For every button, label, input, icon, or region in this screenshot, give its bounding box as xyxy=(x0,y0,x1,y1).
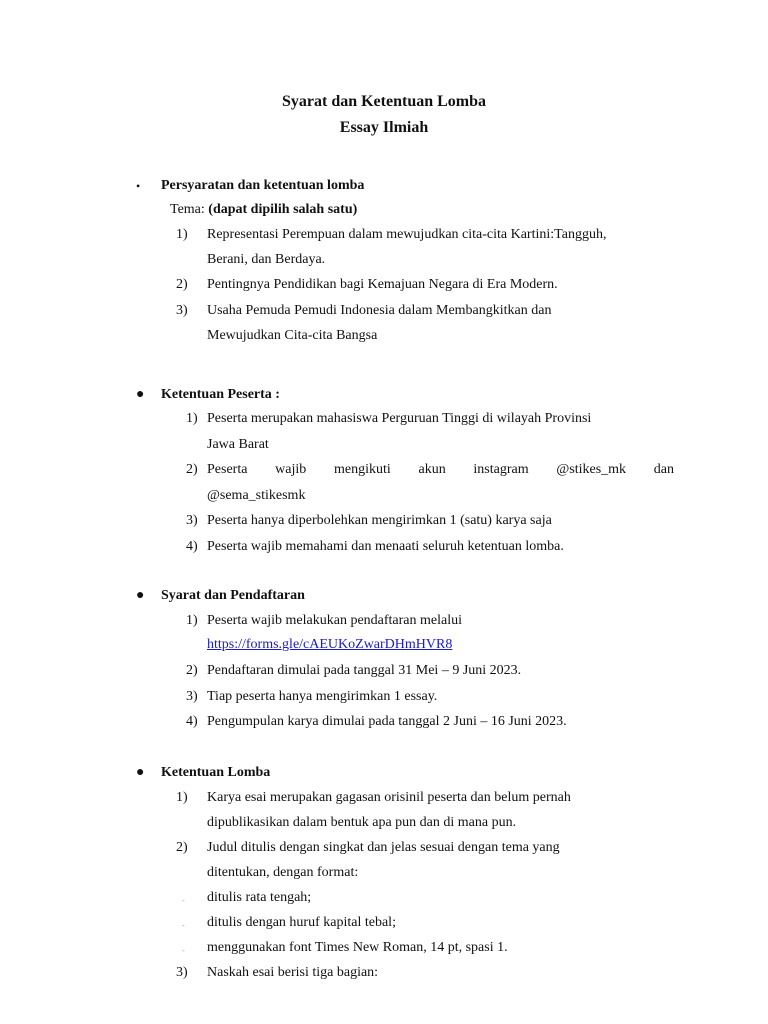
list-item-text: Berani, dan Berdaya. xyxy=(207,252,326,267)
bullet-icon: ● xyxy=(136,588,145,603)
list-item-text: Pengumpulan karya dimulai pada tanggal 2 Juni – 16 Juni 2023. xyxy=(207,714,567,729)
word: akun xyxy=(418,462,446,477)
bullet-icon: • xyxy=(136,179,141,193)
list-item-text: Usaha Pemuda Pemudi Indonesia dalam Membangkitkan dan xyxy=(207,303,552,318)
sub-item-text: ditulis dengan huruf kapital tebal; xyxy=(207,915,396,930)
list-number: 1) xyxy=(176,790,188,805)
document-subtitle: Essay Ilmiah xyxy=(339,119,429,136)
list-item-text: Pentingnya Pendidikan bagi Kemajuan Negara di Era Modern. xyxy=(207,277,558,292)
list-item-text: Peserta merupakan mahasiswa Perguruan Tinggi di wilayah Provinsi xyxy=(207,411,592,426)
tema-note: (dapat dipilih salah satu) xyxy=(208,202,358,217)
tema-line xyxy=(170,201,357,219)
section-heading: Ketentuan Peserta : xyxy=(161,387,280,402)
list-item-text: Jawa Barat xyxy=(207,437,269,452)
list-item-text: Tiap peserta hanya mengirimkan 1 essay. xyxy=(207,689,438,704)
list-item-text: Peserta hanya diperbolehkan mengirimkan 1 (satu) karya saja xyxy=(207,513,552,528)
word: dan xyxy=(653,462,674,477)
list-item-text: Karya esai merupakan gagasan orisinil peserta dan belum pernah xyxy=(207,790,571,805)
sub-item-marker: - xyxy=(182,921,185,930)
list-item-text: Peserta wajib melakukan pendaftaran melalui xyxy=(207,613,463,628)
list-number: 3) xyxy=(186,513,198,528)
sub-item-text: menggunakan font Times New Roman, 14 pt, spasi 1. xyxy=(207,940,508,955)
list-number: 2) xyxy=(176,277,188,292)
list-number: 2) xyxy=(186,462,198,477)
tema-label: Tema: xyxy=(170,202,205,217)
section-heading: Syarat dan Pendaftaran xyxy=(161,588,305,603)
bullet-icon: ● xyxy=(136,387,145,402)
list-number: 2) xyxy=(176,840,188,855)
list-number: 1) xyxy=(186,411,198,426)
word: mengikuti xyxy=(333,462,391,477)
word: Peserta xyxy=(207,462,248,477)
section-heading: Persyaratan dan ketentuan lomba xyxy=(161,178,365,193)
sub-item-text: ditulis rata tengah; xyxy=(207,890,312,905)
list-item-text: Representasi Perempuan dalam mewujudkan cita-cita Kartini:Tangguh, xyxy=(207,227,607,242)
list-number: 4) xyxy=(186,714,198,729)
instagram-handle: @stikes_mk xyxy=(556,462,627,477)
document-title: Syarat dan Ketentuan Lomba xyxy=(281,93,487,110)
list-number: 3) xyxy=(176,303,188,318)
list-item-text: Naskah esai berisi tiga bagian: xyxy=(207,965,379,980)
section-heading: Ketentuan Lomba xyxy=(161,765,271,780)
list-number: 4) xyxy=(186,539,198,554)
list-number: 1) xyxy=(186,613,198,628)
list-item-text: Mewujudkan Cita-cita Bangsa xyxy=(207,328,378,343)
justified-line xyxy=(207,461,674,479)
list-item-text: ditentukan, dengan format: xyxy=(207,865,359,880)
bullet-icon: ● xyxy=(136,765,145,780)
word: wajib xyxy=(275,462,307,477)
word: instagram xyxy=(473,462,529,477)
registration-link[interactable]: https://forms.gle/cAEUKoZwarDHmHVR8 xyxy=(207,637,453,652)
list-item-text: dipublikasikan dalam bentuk apa pun dan di mana pun. xyxy=(207,815,517,830)
instagram-handle: @sema_stikesmk xyxy=(207,488,306,503)
list-item-text: Peserta wajib memahami dan menaati seluruh ketentuan lomba. xyxy=(207,539,564,554)
list-number: 1) xyxy=(176,227,188,242)
sub-item-marker: - xyxy=(182,896,185,905)
list-number: 2) xyxy=(186,663,198,678)
list-number: 3) xyxy=(176,965,188,980)
list-number: 3) xyxy=(186,689,198,704)
sub-item-marker: - xyxy=(182,946,185,955)
list-item-text: Judul ditulis dengan singkat dan jelas sesuai dengan tema yang xyxy=(207,840,560,855)
list-item-text: Pendaftaran dimulai pada tanggal 31 Mei – 9 Juni 2023. xyxy=(207,663,522,678)
